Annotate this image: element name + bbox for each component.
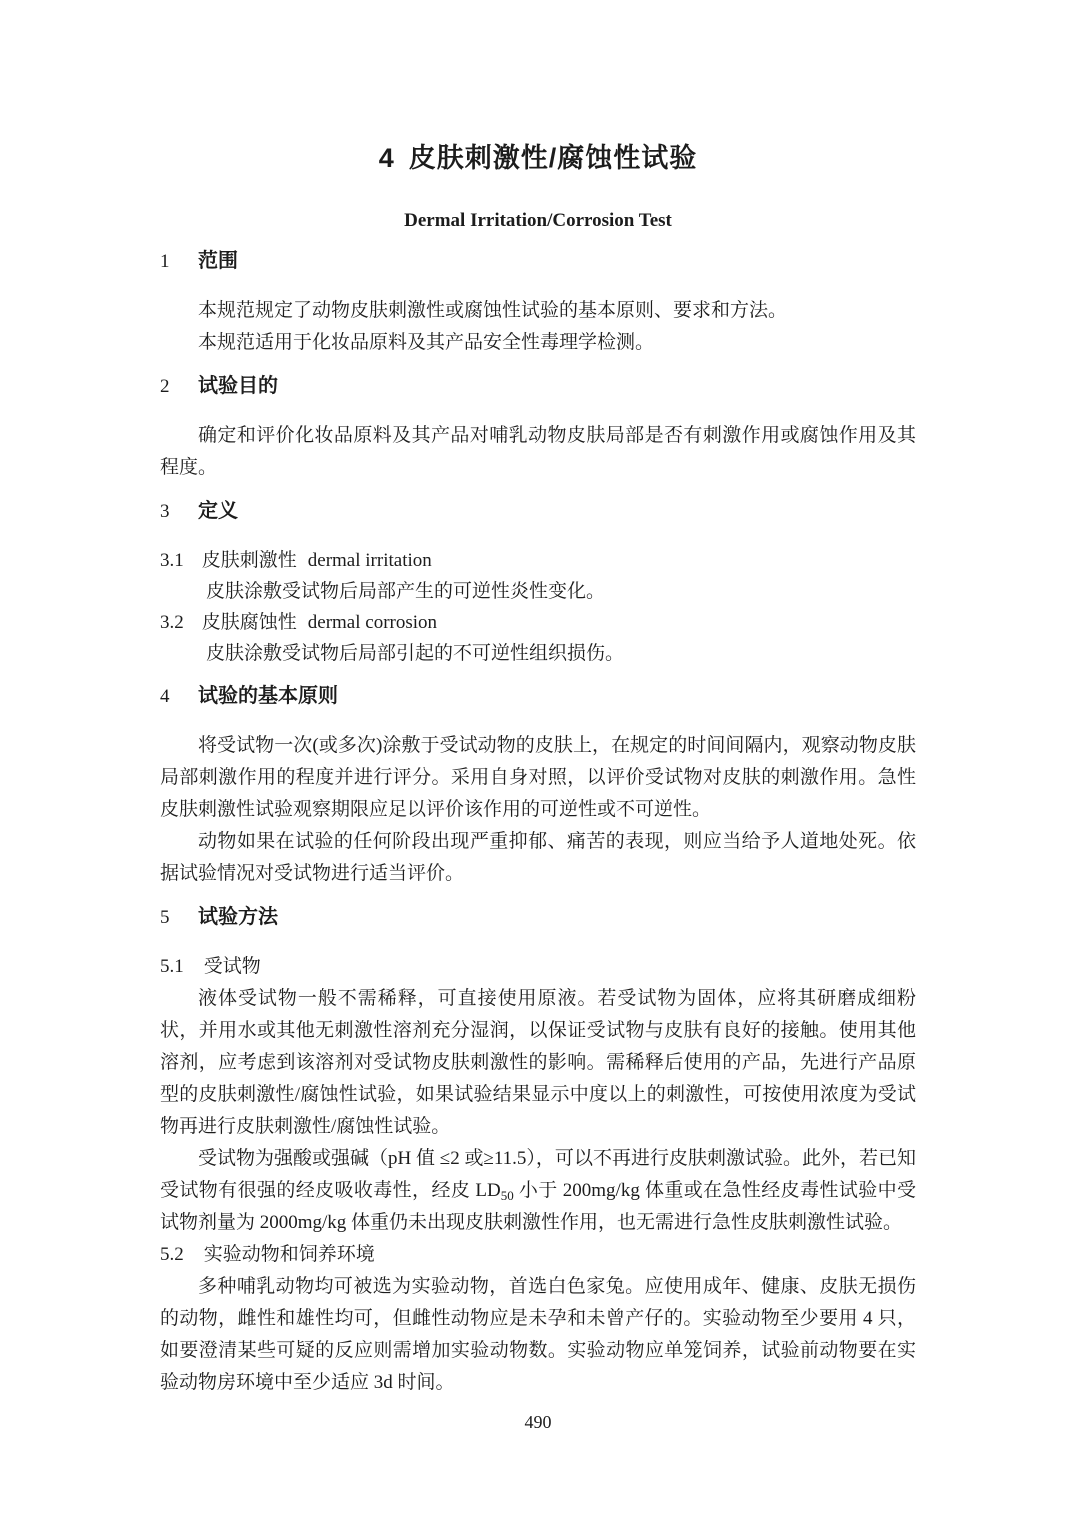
section-3-heading xyxy=(160,498,916,525)
section-1-paragraph: 本规范规定了动物皮肤刺激性或腐蚀性试验的基本原则、要求和方法。 xyxy=(198,300,788,321)
paragraph-text: 小于 200mg/kg 体重或在急性经皮毒性试验中受试物剂量为 2000mg/kg 体重仍未出现皮肤刺激性作用，也无需进行急性皮肤刺激性试验。 xyxy=(160,1180,917,1233)
subsection-5-1-number: 5.1 xyxy=(160,956,184,977)
subsection-5-2-heading xyxy=(160,1239,916,1271)
section-2-paragraph: 确定和评价化妆品原料及其产品对哺乳动物皮肤局部是否有刺激作用或腐蚀作用及其程度。 xyxy=(160,425,916,478)
subsection-5-1-paragraph xyxy=(160,1143,916,1239)
definition-term xyxy=(160,607,916,638)
title-section-number: 4 xyxy=(378,143,395,173)
subsection-5-1-heading xyxy=(160,951,916,983)
title-text: 皮肤刺激性/腐蚀性试验 xyxy=(408,143,698,173)
section-1-number: 1 xyxy=(160,251,170,272)
definition-term-cn: 皮肤腐蚀性 xyxy=(201,612,297,633)
definition-term-en: dermal corrosion xyxy=(307,612,438,633)
definition-term-cn: 皮肤刺激性 xyxy=(201,550,297,571)
section-2-heading xyxy=(160,373,916,400)
definition-term-en: dermal irritation xyxy=(307,550,432,571)
ld50-subscript: 50 xyxy=(500,1188,514,1203)
section-4-heading xyxy=(160,683,916,710)
section-4-paragraph: 动物如果在试验的任何阶段出现严重抑郁、痛苦的表现，则应当给予人道地处死。依据试验情况对受试物进行适当评价。 xyxy=(160,831,916,884)
section-3-number: 3 xyxy=(160,501,170,522)
page-title xyxy=(160,140,916,176)
subsection-5-2-paragraph: 多种哺乳动物均可被选为实验动物，首选白色家兔。应使用成年、健康、皮肤无损伤的动物，雌性和雄性均可，但雌性动物应是未孕和未曾产仔的。实验动物至少要用 4 只，如要澄清某些可疑的反应则需增加实验动物数。实验动物应单笼饲养，试验前动物要在实验动物房环境中至少适应 3d 时间。 xyxy=(160,1276,916,1393)
section-1-paragraph: 本规范适用于化妆品原料及其产品安全性毒理学检测。 xyxy=(198,332,655,353)
paragraph-text: 受试物为强酸或强碱（pH 值 ≤2 或≥11.5），可以不再进行皮肤刺激试验。此外，若已知受试物有很强的经皮吸收毒性，经皮 LD xyxy=(160,1148,916,1201)
section-2-title: 试验目的 xyxy=(198,375,278,397)
definition-term xyxy=(160,545,916,576)
section-4-paragraph: 将受试物一次(或多次)涂敷于受试动物的皮肤上，在规定的时间间隔内，观察动物皮肤局部刺激作用的程度并进行评分。采用自身对照，以评价受试物对皮肤的刺激作用。急性皮肤刺激性试验观察期限应足以评价该作用的可逆性或不可逆性。 xyxy=(160,735,916,820)
section-2-number: 2 xyxy=(160,376,170,397)
definition-text: 皮肤涂敷受试物后局部产生的可逆性炎性变化。 xyxy=(206,581,606,602)
section-5-heading xyxy=(160,904,916,931)
section-5-number: 5 xyxy=(160,907,170,928)
section-4-title: 试验的基本原则 xyxy=(198,685,338,707)
definition-text: 皮肤涂敷受试物后局部引起的不可逆性组织损伤。 xyxy=(206,643,625,664)
section-4-number: 4 xyxy=(160,686,170,707)
subsection-5-2-number: 5.2 xyxy=(160,1244,184,1265)
subsection-5-1-paragraph: 液体受试物一般不需稀释，可直接使用原液。若受试物为固体，应将其研磨成细粉状，并用水或其他无刺激性溶剂充分湿润，以保证受试物与皮肤有良好的接触。使用其他溶剂，应考虑到该溶剂对受试物皮肤刺激性的影响。需稀释后使用的产品，先进行产品原型的皮肤刺激性/腐蚀性试验，如果试验结果显示中度以上的刺激性，可按使用浓度为受试物再进行皮肤刺激性/腐蚀性试验。 xyxy=(160,988,916,1137)
section-1-heading xyxy=(160,248,916,275)
definition-number: 3.2 xyxy=(160,612,184,633)
section-3-title: 定义 xyxy=(198,500,238,522)
subsection-5-1-title: 受试物 xyxy=(203,956,261,977)
section-1-title: 范围 xyxy=(198,250,238,272)
definition-number: 3.1 xyxy=(160,550,184,571)
page-number: 490 xyxy=(524,1412,552,1432)
section-5-title: 试验方法 xyxy=(198,906,278,928)
page-subtitle-english: Dermal Irritation/Corrosion Test xyxy=(404,210,672,231)
subsection-5-2-title: 实验动物和饲养环境 xyxy=(203,1244,375,1265)
